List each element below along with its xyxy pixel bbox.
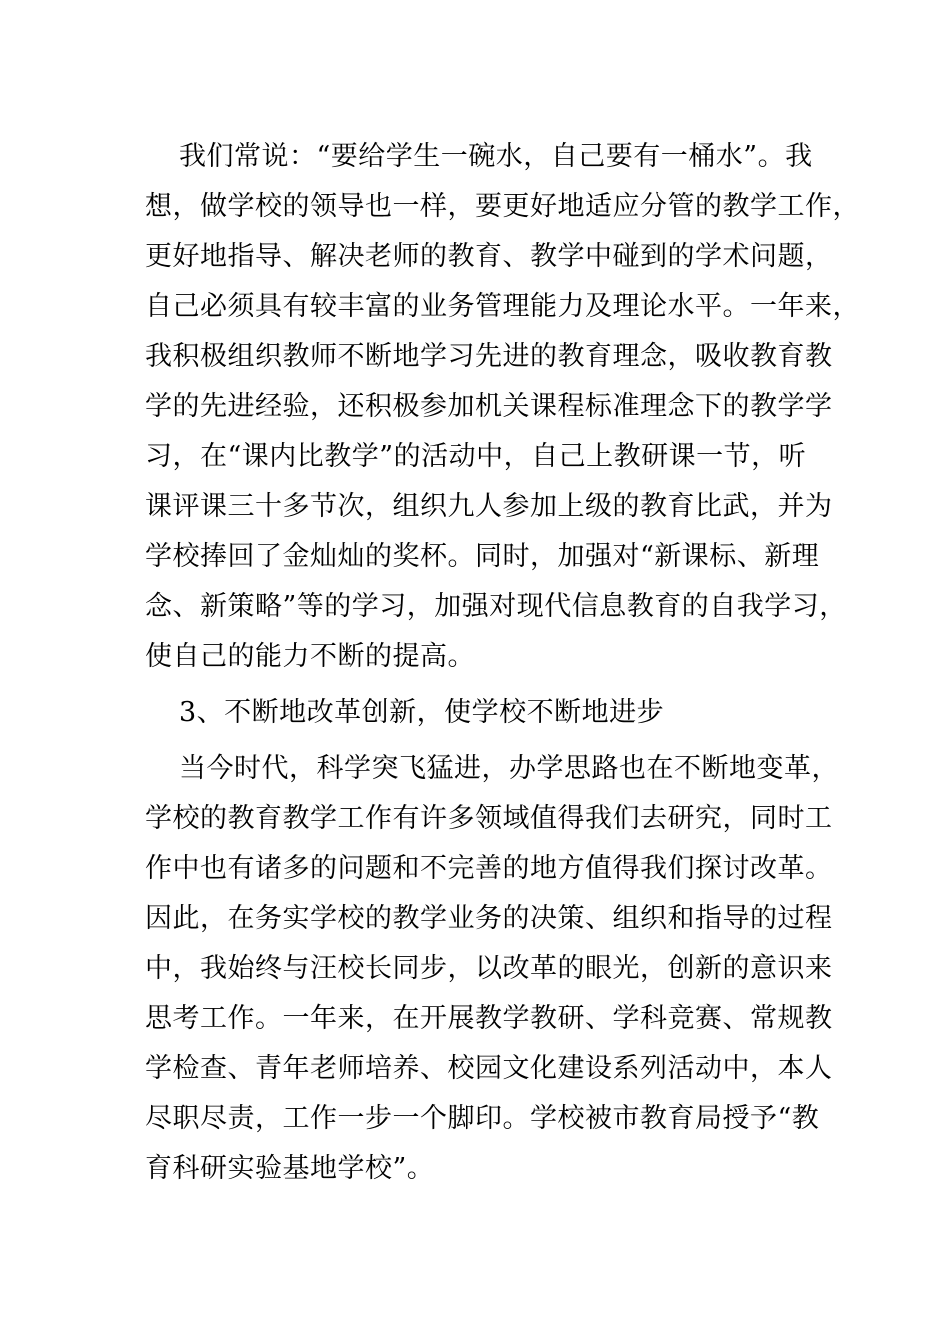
paragraph-line: 学检查、青年老师培养、校园文化建设系列活动中，本人 <box>145 1053 833 1084</box>
document-body <box>145 132 860 1194</box>
paragraph-line: 学的先进经验，还积极参加机关课程标准理念下的教学学 <box>145 391 833 422</box>
paragraph-line: 我积极组织教师不断地学习先进的教育理念，吸收教育教 <box>145 341 833 372</box>
paragraph-line: 我们常说：“要给学生一碗水，自己要有一桶水”。我 <box>179 141 813 172</box>
paragraph-line: 因此，在务实学校的教学业务的决策、组织和指导的过程 <box>145 903 833 934</box>
paragraph-line: 自己必须具有较丰富的业务管理能力及理论水平。一年来， <box>145 291 860 322</box>
paragraph-line: 尽职尽责，工作一步一个脚印。学校被市教育局授予“教 <box>145 1103 820 1134</box>
paragraph-line: 想，做学校的领导也一样，要更好地适应分管的教学工作， <box>145 191 860 222</box>
paragraph-line: 学校捧回了金灿灿的奖杯。同时，加强对“新课标、新理 <box>145 541 820 572</box>
paragraph-line: 中，我始终与汪校长同步，以改革的眼光，创新的意识来 <box>145 953 833 984</box>
paragraph-1 <box>145 132 860 682</box>
paragraph-line: 更好地指导、解决老师的教育、教学中碰到的学术问题， <box>145 241 833 272</box>
paragraph-line: 育科研实验基地学校”。 <box>145 1153 435 1184</box>
paragraph-line: 当今时代，科学突飞猛进，办学思路也在不断地变革， <box>179 753 839 784</box>
paragraph-line: 课评课三十多节次，组织九人参加上级的教育比武，并为 <box>145 491 833 522</box>
paragraph-line: 作中也有诸多的问题和不完善的地方值得我们探讨改革。 <box>145 853 833 884</box>
paragraph-line: 习，在“课内比教学”的活动中，自己上教研课一节，听 <box>145 441 807 472</box>
paragraph-line: 学校的教育教学工作有许多领域值得我们去研究，同时工 <box>145 803 833 834</box>
paragraph-line: 念、新策略”等的学习，加强对现代信息教育的自我学习， <box>145 591 847 622</box>
paragraph-2 <box>145 744 839 1194</box>
paragraph-line: 使自己的能力不断的提高。 <box>145 641 475 672</box>
paragraph-line: 思考工作。一年来，在开展教学教研、学科竞赛、常规教 <box>145 1003 833 1034</box>
section-heading: 3、不断地改革创新，使学校不断地进步 <box>179 697 665 728</box>
